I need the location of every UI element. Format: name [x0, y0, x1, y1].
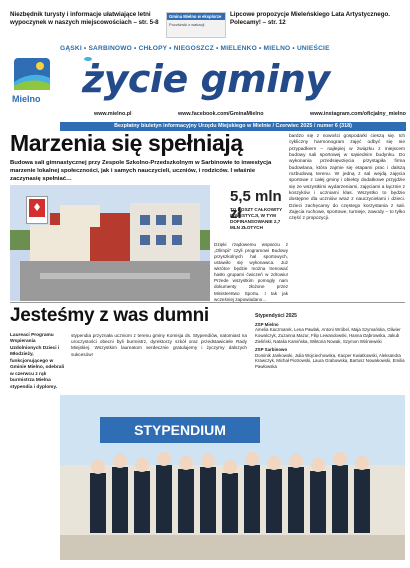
scholarship-title: Stypendyści 2025: [255, 313, 297, 319]
mielno-logo[interactable]: [10, 46, 54, 116]
second-article-col4: stypendia przyznała uczniom z terenu gminy Komisja ds. Stypendiów, natomiast na uroczystości obecni byli burmistrz, dyrektorzy szkół oraz przedstawiciele Rady Miejskiej. Wszystkim laureatom serdecznie gratulujemy i życzymy dalszych sukcesów!: [71, 333, 247, 357]
promo-thumbnail[interactable]: [166, 12, 226, 38]
promo-right[interactable]: Lipcowe propozycje Mieleńskiego Lata Artystycznego. Polecamy! – str. 12: [230, 11, 390, 26]
right-column-text: bardzo się z nowości gospodarki cieszą się. Ich cykliczny harmonogram zajęć odbyć się nie przypadkiem – najlepiej w związku z miejscem budowy sali sportowej w sąsiednim budynku. Do wykonania przedsięwzięcia przystąpiła firma budowlana, która zajmie się etapami prac i dalszą rozbudową terenu. W jedną z sal wejdą zajęcia sportowe z całej gminy i obiekty dodatkowe przyjdzie się ze wszystkimi wydarzeniami, zajęciami a łącznie z koszyków i uczniami klas. Wszystko to będzie dostępne dla uczniów wraz z nauczycielami i dzieci. Dzieci zachęcamy do częstego korzystania z sali. Zajęcia ruchowe, sportowe, turnieje, zawody – to tylko część z propozycji.: [289, 134, 405, 222]
investment-amount: 5,5 mln zł: [230, 188, 282, 222]
scholarship-group1: Amelia Kaczmarek, Lena Pawlak, Antoni Wróbel, Maja Szymańska, Oliwier Kowalczyk, Zuzanna Mazur, Filip Lewandowski, Hanna Dąbrowska, Jakub Zieliński, Natalia Kamińska, Wiktoria Nowak, Szymon Wiśniewski: [255, 327, 401, 345]
second-article-col1: Laureaci Programu Wspierania Uzdolnionych Dzieci i Młodzieży, funkcjonującego w Gminie Mielno, odebrali w czerwcu z rąk burmistrza Mielna stypendia i dyplomy.: [10, 333, 65, 390]
group-photo: [60, 395, 405, 560]
middle-column-text: Dzięki rządowemu wsparciu z „Olimpii” czyli programowi Budowy przyszkolnych hal sportowych, ustawiło się wykonawca. Już wkrótce będzie można trenować hasło grupami ćwiczeń w zdrowiu! Przede wszystkim pomogły nam dokumenty złożone przez Ministerstwo Sportu. I tak jak wcześniej zapowiadano…: [214, 242, 288, 302]
villages-list: GĄSKI • SARBINOWO • CHŁOPY • NIEGOSZCZ • MIELENKO • MIELNO • UNIEŚCIE: [60, 45, 330, 52]
section-divider: [10, 302, 405, 303]
lede-paragraph: Budowa sali gimnastycznej przy Zespole Szkolno-Przedszkolnym w Sarbinowie to inwestycja marzenie lokalnej społeczności, jak i samych nauczycieli, uczniów, i rodziców. I właśnie zaczynasię spełniać…: [10, 160, 272, 182]
masthead-title: życie gminy: [82, 57, 330, 101]
promo-thumbnail-header: Gmina Mielno w eksplorze: [167, 13, 225, 20]
scholarship-group1-title: ZSP Mielno: [255, 321, 279, 327]
banner-text: STYPENDIUM: [134, 422, 226, 438]
issue-info-bar: Bezpłatny biuletyn informacyjny Urzędu Miejskiego w Mielnie / Czerwiec 2025 / numer 6 (318): [60, 122, 406, 131]
mielno-emblem-icon: [10, 46, 54, 116]
link-instagram[interactable]: www.instagram.com/oficjalny_mielno: [310, 111, 406, 117]
top-promo-strip: [0, 0, 410, 40]
scholarship-group2-title: ZSP Sarbinowo: [255, 346, 288, 352]
headline-main: Marzenia się spełniają: [10, 130, 243, 156]
scholarship-list: [255, 313, 405, 370]
polish-emblem-icon: [26, 196, 48, 224]
link-website[interactable]: www.mielno.pl: [94, 111, 132, 117]
promo-left[interactable]: Niezbędnik turysty i informacje ułatwiające letni wypoczynek w naszych miejscowościach – str. 5-8: [10, 11, 159, 26]
headline-second: Jesteśmy z was dumni: [10, 305, 209, 326]
logo-text: Mielno: [12, 94, 41, 104]
investment-caption: TO KOSZT CAŁKOWITY INWESTYCJI, W TYM DOFINANSOWANIE 2,7 MLN ZŁOTYCH: [230, 207, 283, 230]
link-facebook[interactable]: www.facebook.com/GminaMielno: [178, 111, 264, 117]
links-row: [94, 111, 406, 121]
students-group-image: [60, 395, 405, 560]
promo-thumbnail-line: Pocztówki z wakacji: [169, 22, 205, 27]
scholarship-group2: Dominik Jankowski, Julia Wojciechowska, Kacper Kwiatkowski, Aleksandra Krawczyk, Michał Piotrowski, Laura Grabowska, Bartosz Nowakowski, Emilia Pawłowska: [255, 352, 405, 370]
